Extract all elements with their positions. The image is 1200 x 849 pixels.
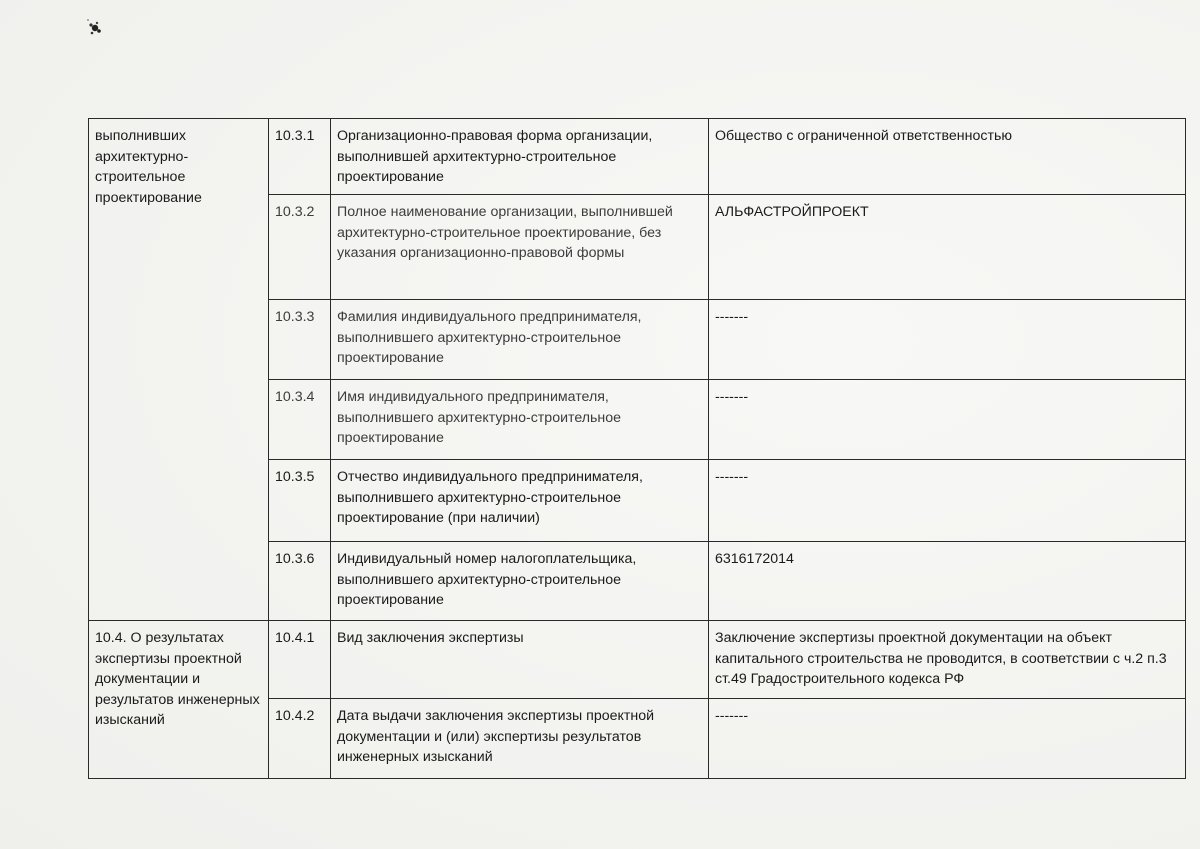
row-number: 10.3.6 [269,542,331,621]
row-value: 6316172014 [709,542,1186,621]
row-number: 10.4.1 [269,621,331,699]
row-label: Индивидуальный номер налогоплательщика, выполнившего архитектурно-строительное проектирование [331,542,709,621]
table-row [89,119,1186,195]
row-label: Вид заключения экспертизы [331,621,709,699]
row-number: 10.3.2 [269,195,331,300]
row-label: Имя индивидуального предпринимателя, выполнившего архитектурно-строительное проектирование [331,380,709,460]
row-number: 10.4.2 [269,699,331,779]
row-number: 10.3.4 [269,380,331,460]
row-label: Фамилия индивидуального предпринимателя, выполнившего архитектурно-строительное проектирование [331,300,709,380]
table-row [89,621,1186,699]
row-value: ------- [709,300,1186,380]
row-value: ------- [709,380,1186,460]
row-label: Отчество индивидуального предпринимателя, выполнившего архитектурно-строительное проектирование (при наличии) [331,460,709,542]
row-value: ------- [709,460,1186,542]
row-value: Общество с ограниченной ответственностью [709,119,1186,195]
row-number: 10.3.3 [269,300,331,380]
section-heading: выполнивших архитектурно-строительное проектирование [89,119,269,621]
section-heading: 10.4. О результатах экспертизы проектной документации и результатов инженерных изысканий [89,621,269,779]
project-info-table [88,118,1186,779]
row-label: Полное наименование организации, выполнившей архитектурно-строительное проектирование, без указания организационно-правовой формы [331,195,709,300]
row-value: АЛЬФАСТРОЙПРОЕКТ [709,195,1186,300]
row-number: 10.3.5 [269,460,331,542]
row-value: ------- [709,699,1186,779]
row-number: 10.3.1 [269,119,331,195]
row-value: Заключение экспертизы проектной документации на объект капитального строительства не проводится, в соответствии с ч.2 п.3 ст.49 Градостроительного кодекса РФ [709,621,1186,699]
ink-speck [86,18,104,38]
row-label: Дата выдачи заключения экспертизы проектной документации и (или) экспертизы результатов инженерных изысканий [331,699,709,779]
row-label: Организационно-правовая форма организации, выполнившей архитектурно-строительное проектирование [331,119,709,195]
